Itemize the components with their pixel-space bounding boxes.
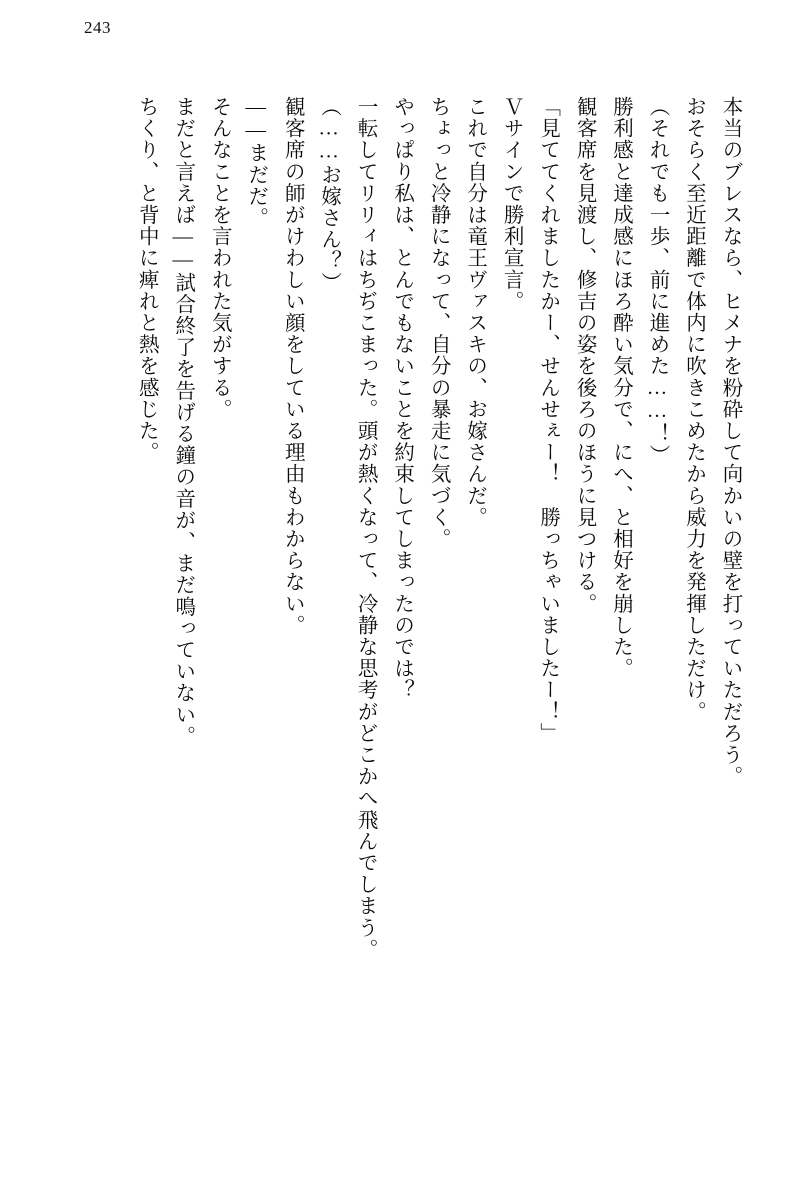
paragraph: そんなことを言われた気がする。 — [208, 96, 231, 420]
paragraph: これで自分は竜王ヴァスキの、お嫁さんだ。 — [463, 96, 486, 528]
body-text-vertical — [52, 96, 748, 1136]
paragraph: ちくり、と背中に痺れと熱を感じた。 — [135, 96, 158, 464]
paragraph: （それでも一歩、前に進めた……！） — [646, 96, 669, 467]
paragraph: ――まだだ。 — [244, 96, 267, 229]
paragraph: まだと言えば――試合終了を告げる鐘の音が、まだ鳴っていない。 — [171, 96, 194, 747]
paragraph: 一転してリリィはちぢこまった。頭が熱くなって、冷静な思考がどこかへ飛んでしまう。 — [354, 96, 377, 960]
paragraph: 観客席を見渡し、修吉の姿を後ろのほうに見つける。 — [573, 96, 596, 615]
paragraph: Ｖサインで勝利宣言。 — [500, 96, 523, 312]
paragraph: 勝利感と達成感にほろ酔い気分で、にへ、と相好を崩した。 — [609, 96, 632, 680]
paragraph: 「見ててくれましたかー、せんせぇー！ 勝っちゃいましたー！」 — [536, 96, 559, 744]
paragraph: やっぱり私は、とんでもないことを約束してしまったのでは？ — [390, 96, 413, 701]
paragraph: （……お嫁さん？） — [317, 96, 340, 294]
paragraph: 観客席の師がけわしい顔をしている理由もわからない。 — [281, 96, 304, 636]
page-number: 243 — [84, 18, 111, 37]
paragraph: ちょっと冷静になって、自分の暴走に気づく。 — [427, 96, 450, 550]
paragraph: おそらく至近距離で体内に吹きこめたから威力を発揮しただけ。 — [682, 96, 705, 723]
paragraph: 本当のブレスなら、ヒメナを粉砕して向かいの壁を打っていただろう。 — [719, 96, 741, 788]
